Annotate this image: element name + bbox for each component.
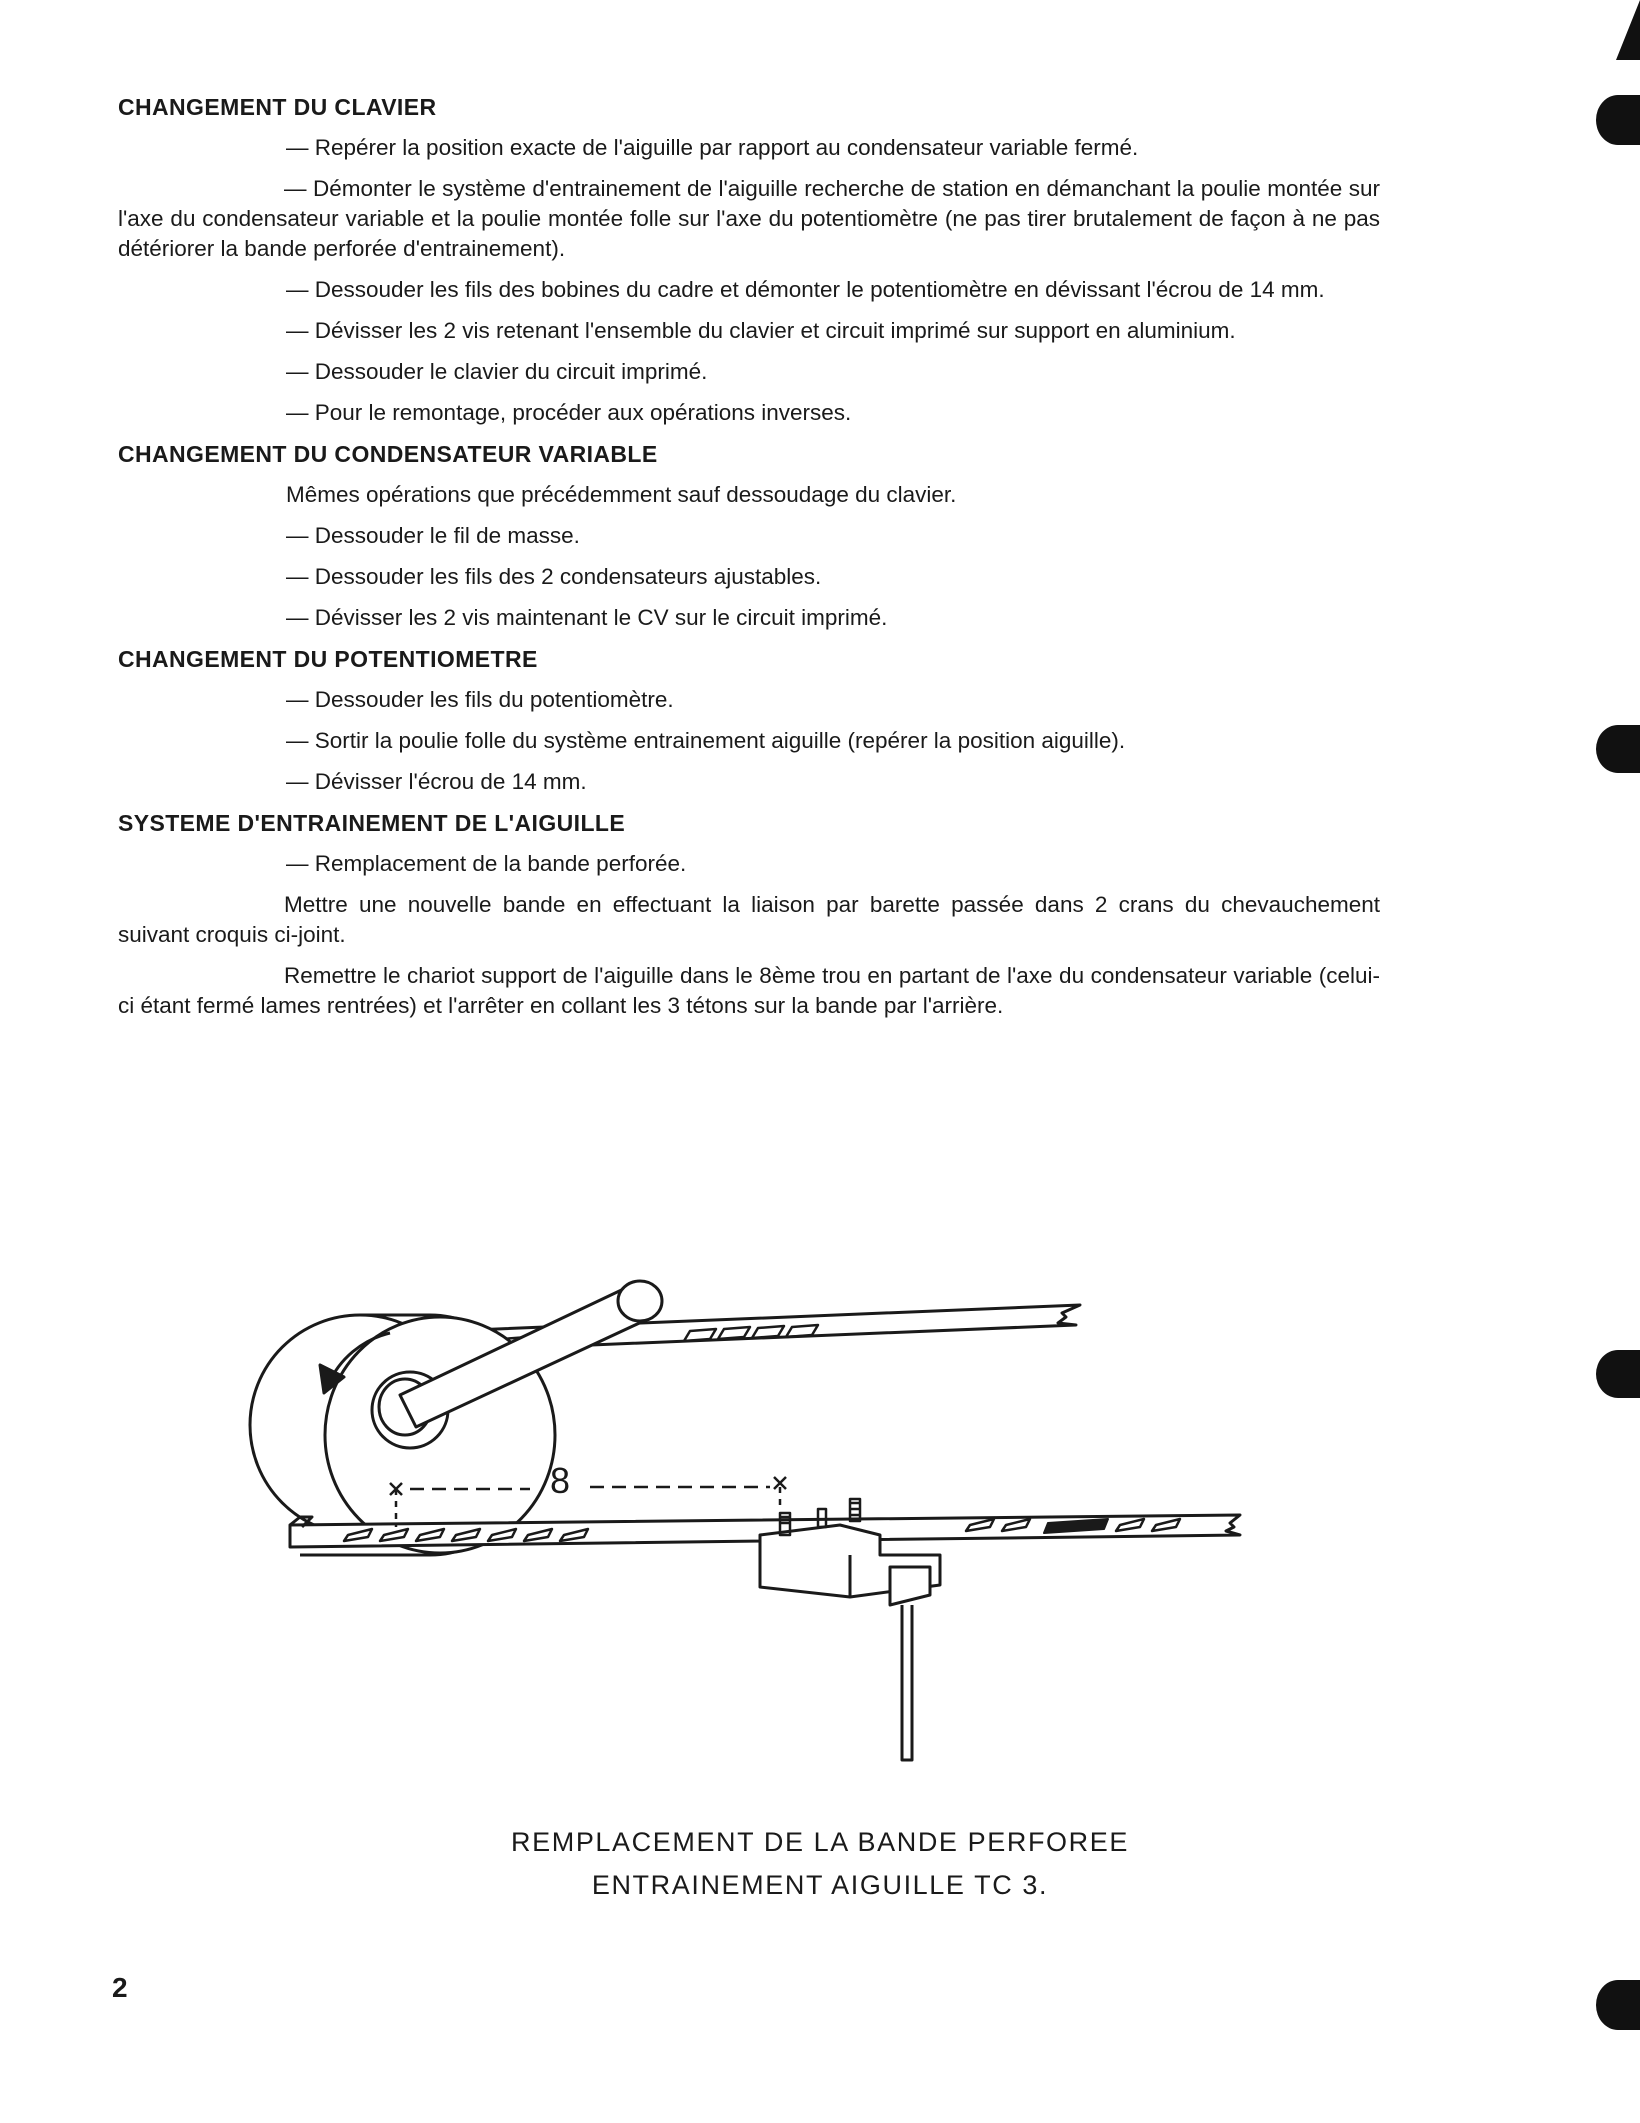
paragraph: — Pour le remontage, procéder aux opérations inverses. bbox=[286, 400, 852, 425]
paragraph: — Dessouder les fils des 2 condensateurs ajustables. bbox=[286, 564, 822, 589]
paragraph: — Repérer la position exacte de l'aiguille par rapport au condensateur variable fermé. bbox=[286, 135, 1139, 160]
section-heading-clavier: CHANGEMENT DU CLAVIER bbox=[118, 94, 437, 120]
page-number: 2 bbox=[112, 1972, 128, 2003]
punch-hole bbox=[1596, 1980, 1640, 2030]
paragraph: — Remplacement de la bande perforée. bbox=[286, 851, 687, 876]
section-heading-potentiometre: CHANGEMENT DU POTENTIOMETRE bbox=[118, 646, 538, 672]
page-corner-shadow bbox=[1616, 0, 1640, 60]
figure-caption-line-1: REMPLACEMENT DE LA BANDE PERFOREE bbox=[511, 1827, 1129, 1857]
belt-replacement-diagram bbox=[240, 1255, 1280, 1775]
text-body bbox=[118, 92, 1380, 1032]
paragraph: Mêmes opérations que précédemment sauf dessoudage du clavier. bbox=[286, 482, 957, 507]
section-heading-aiguille: SYSTEME D'ENTRAINEMENT DE L'AIGUILLE bbox=[118, 810, 626, 836]
paragraph: — Dessouder les fils des bobines du cadre et démonter le potentiomètre en dévissant l'écrou de 14 mm. bbox=[286, 277, 1325, 302]
paragraph: Mettre une nouvelle bande en effectuant la liaison par barette passée dans 2 crans du chevauchement suivant croquis ci-joint. bbox=[118, 892, 1380, 947]
paragraph: — Sortir la poulie folle du système entrainement aiguille (repérer la position aiguille). bbox=[286, 728, 1126, 753]
dimension-label: 8 bbox=[549, 1460, 571, 1501]
paragraph: — Dévisser les 2 vis maintenant le CV sur le circuit imprimé. bbox=[286, 605, 888, 630]
punch-hole bbox=[1596, 95, 1640, 145]
paragraph: — Dévisser les 2 vis retenant l'ensemble du clavier et circuit imprimé sur support en aluminium. bbox=[286, 318, 1236, 343]
paragraph: — Dessouder les fils du potentiomètre. bbox=[286, 687, 674, 712]
section-heading-condensateur: CHANGEMENT DU CONDENSATEUR VARIABLE bbox=[118, 441, 658, 467]
paragraph: — Dessouder le clavier du circuit imprimé. bbox=[286, 359, 708, 384]
paragraph: — Dévisser l'écrou de 14 mm. bbox=[286, 769, 587, 794]
punch-hole bbox=[1596, 725, 1640, 773]
punch-hole bbox=[1596, 1350, 1640, 1398]
paragraph: — Démonter le système d'entrainement de l'aiguille recherche de station en démanchant la poulie montée sur l'axe du condensateur variable et la poulie montée folle sur l'axe du potentiomètre (ne pas tirer brutalement de façon à ne pas détériorer la bande perforée d'entrainement). bbox=[118, 176, 1380, 261]
figure-caption-line-2: ENTRAINEMENT AIGUILLE TC 3. bbox=[591, 1870, 1049, 1900]
paragraph: — Dessouder le fil de masse. bbox=[286, 523, 580, 548]
paragraph: Remettre le chariot support de l'aiguille dans le 8ème trou en partant de l'axe du condensateur variable (celui-ci étant fermé lames rentrées) et l'arrêter en collant les 3 tétons sur la bande par l'arrière. bbox=[118, 963, 1380, 1018]
